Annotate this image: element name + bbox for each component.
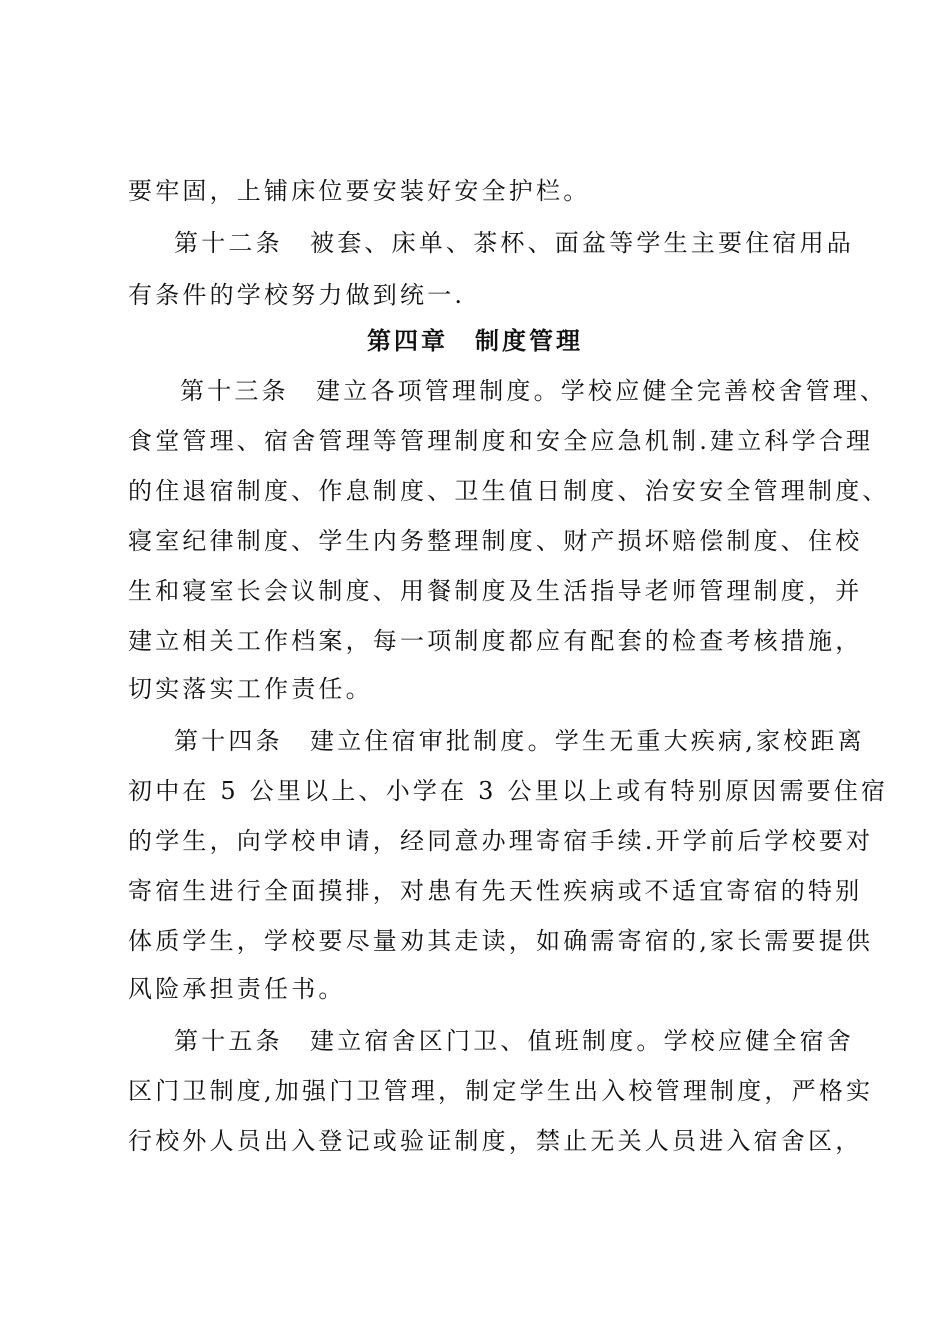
text-line: 初中在 5 公里以上、小学在 3 公里以上或有特别原因需要住宿	[128, 777, 889, 805]
text-line: 行校外人员出入登记或验证制度，禁止无关人员进入宿舍区，	[128, 1127, 863, 1155]
text-line: 生和寝室长会议制度、用餐制度及生活指导老师管理制度，并	[128, 577, 863, 605]
text-line: 寄宿生进行全面摸排，对患有先天性疾病或不适宜寄宿的特别	[128, 877, 863, 905]
article-12-line-1: 第十二条 被套、床单、茶杯、面盆等学生主要住宿用品	[174, 229, 854, 257]
text-line: 的学生，向学校申请，经同意办理寄宿手续.开学前后学校要对	[128, 827, 874, 855]
chapter-heading: 第四章 制度管理	[367, 327, 583, 355]
text-line: 有条件的学校努力做到统一.	[128, 281, 466, 309]
article-14-line-1: 第十四条 建立住宿审批制度。学生无重大疾病,家校距离	[174, 727, 865, 755]
text-line: 的住退宿制度、作息制度、卫生值日制度、治安安全管理制度、	[128, 477, 890, 505]
text-line: 建立相关工作档案，每一项制度都应有配套的检查考核措施，	[128, 627, 863, 655]
text-line: 寝室纪律制度、学生内务整理制度、财产损坏赔偿制度、住校	[128, 527, 863, 555]
text-line: 区门卫制度,加强门卫管理，制定学生出入校管理制度，严格实	[128, 1077, 874, 1105]
text-line: 体质学生，学校要尽量劝其走读，如确需寄宿的,家长需要提供	[128, 927, 874, 955]
article-13-line-1: 第十三条 建立各项管理制度。学校应健全完善校舍管理、	[180, 377, 888, 405]
text-line: 切实落实工作责任。	[128, 675, 373, 703]
text-line: 食堂管理、宿舍管理等管理制度和安全应急机制.建立科学合理	[128, 427, 874, 455]
article-15-line-1: 第十五条 建立宿舍区门卫、值班制度。学校应健全宿舍	[174, 1027, 854, 1055]
text-line: 风险承担责任书。	[128, 975, 346, 1003]
text-line: 要牢固，上铺床位要安装好安全护栏。	[128, 177, 591, 205]
